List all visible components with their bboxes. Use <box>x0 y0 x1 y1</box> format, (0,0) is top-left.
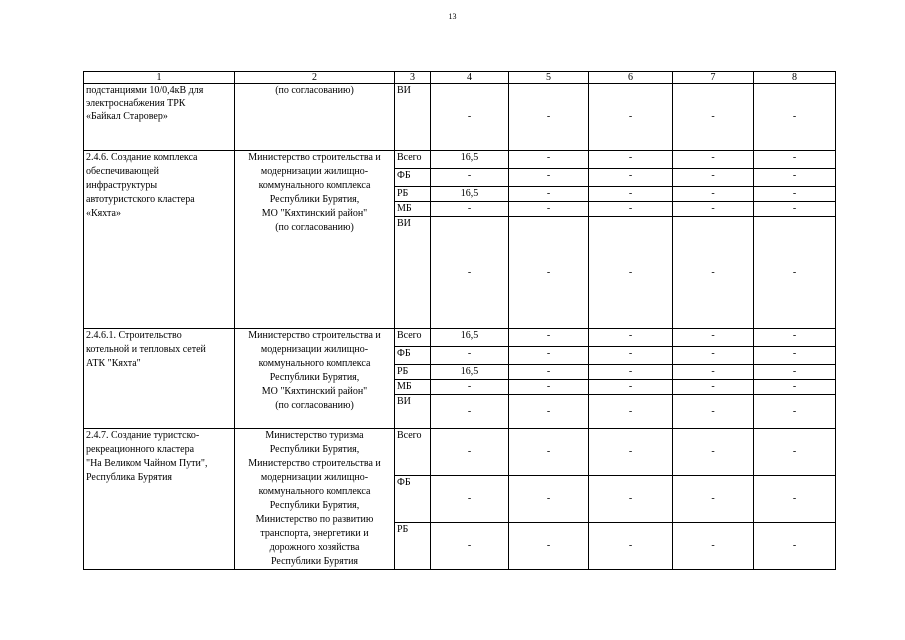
table-row <box>84 84 836 151</box>
value-cell: - <box>509 169 589 187</box>
value-cell: - <box>754 365 836 380</box>
source-cell: РБ <box>395 523 431 570</box>
value-cell: - <box>431 380 509 395</box>
source-cell: РБ <box>395 187 431 202</box>
value-cell: - <box>673 187 754 202</box>
value-cell: - <box>754 476 836 523</box>
value-cell: - <box>673 476 754 523</box>
value-cell: - <box>589 395 673 429</box>
page-number: 13 <box>448 12 457 21</box>
value-cell: - <box>431 202 509 217</box>
measure-title: подстанциями 10/0,4кВ для электроснабжения ТРК «Байкал Старовер» <box>84 84 235 151</box>
source-cell: ФБ <box>395 347 431 365</box>
source-cell: Всего <box>395 151 431 169</box>
value-cell: - <box>589 202 673 217</box>
value-cell: - <box>754 329 836 347</box>
value-cell: - <box>673 151 754 169</box>
value-cell: - <box>431 84 509 151</box>
value-cell: 16,5 <box>431 151 509 169</box>
executor-cell: Министерство туризма Республики Бурятия, Министерство строительства и модернизации жилищно- коммунального комплекса Республики Бурятия, Министерство по развитию транспорта, энергетики и дорожного хозяйства Республики Бурятия <box>235 429 395 570</box>
value-cell: - <box>673 84 754 151</box>
value-cell: - <box>673 347 754 365</box>
table-row <box>84 151 836 169</box>
value-cell: - <box>589 329 673 347</box>
value-cell: - <box>589 380 673 395</box>
header-cell: 8 <box>754 72 836 84</box>
value-cell: - <box>589 84 673 151</box>
source-cell: МБ <box>395 380 431 395</box>
header-cell: 7 <box>673 72 754 84</box>
value-cell: - <box>509 217 589 329</box>
table-row <box>84 329 836 347</box>
value-cell: - <box>589 187 673 202</box>
value-cell: - <box>754 187 836 202</box>
value-cell: - <box>754 84 836 151</box>
value-cell: - <box>754 151 836 169</box>
value-cell: - <box>509 202 589 217</box>
value-cell: - <box>754 169 836 187</box>
value-cell: - <box>673 523 754 570</box>
measure-title: 2.4.6.1. Строительство котельной и тепловых сетей АТК "Кяхта" <box>84 329 235 429</box>
source-cell: ВИ <box>395 84 431 151</box>
value-cell: 16,5 <box>431 187 509 202</box>
value-cell: - <box>509 347 589 365</box>
executor-cell: (по согласованию) <box>235 84 395 151</box>
value-cell: - <box>754 217 836 329</box>
value-cell: - <box>589 347 673 365</box>
header-cell: 6 <box>589 72 673 84</box>
value-cell: - <box>754 523 836 570</box>
value-cell: - <box>509 187 589 202</box>
source-cell: МБ <box>395 202 431 217</box>
header-cell: 5 <box>509 72 589 84</box>
header-cell: 3 <box>395 72 431 84</box>
value-cell: - <box>431 217 509 329</box>
value-cell: - <box>509 395 589 429</box>
program-table <box>83 71 836 570</box>
source-cell: Всего <box>395 429 431 476</box>
value-cell: - <box>589 217 673 329</box>
value-cell: - <box>431 395 509 429</box>
header-cell: 2 <box>235 72 395 84</box>
value-cell: - <box>431 429 509 476</box>
value-cell: - <box>673 365 754 380</box>
value-cell: - <box>431 347 509 365</box>
source-cell: РБ <box>395 365 431 380</box>
value-cell: - <box>754 395 836 429</box>
value-cell: - <box>509 380 589 395</box>
value-cell: - <box>673 429 754 476</box>
value-cell: - <box>509 476 589 523</box>
value-cell: - <box>589 151 673 169</box>
value-cell: - <box>589 523 673 570</box>
measure-title: 2.4.6. Создание комплекса обеспечивающей инфраструктуры автотуристского кластера «Кяхта» <box>84 151 235 329</box>
executor-cell: Министерство строительства и модернизации жилищно- коммунального комплекса Республики Бурятия, МО "Кяхтинский район" (по согласованию) <box>235 329 395 429</box>
header-row <box>84 72 836 84</box>
value-cell: 16,5 <box>431 329 509 347</box>
value-cell: - <box>431 169 509 187</box>
value-cell: - <box>431 476 509 523</box>
source-cell: Всего <box>395 329 431 347</box>
value-cell: - <box>673 380 754 395</box>
value-cell: - <box>509 84 589 151</box>
executor-cell: Министерство строительства и модернизации жилищно- коммунального комплекса Республики Бурятия, МО "Кяхтинский район" (по согласованию) <box>235 151 395 329</box>
value-cell: - <box>673 169 754 187</box>
value-cell: - <box>509 365 589 380</box>
value-cell: - <box>754 380 836 395</box>
value-cell: - <box>673 202 754 217</box>
value-cell: - <box>754 202 836 217</box>
value-cell: - <box>509 151 589 169</box>
source-cell: ФБ <box>395 169 431 187</box>
value-cell: - <box>754 429 836 476</box>
source-cell: ВИ <box>395 217 431 329</box>
value-cell: - <box>589 429 673 476</box>
value-cell: - <box>589 476 673 523</box>
value-cell: - <box>673 329 754 347</box>
header-cell: 1 <box>84 72 235 84</box>
value-cell: - <box>509 523 589 570</box>
table-row <box>84 429 836 476</box>
value-cell: - <box>589 365 673 380</box>
measure-title: 2.4.7. Создание туристско- рекреационного кластера "На Великом Чайном Пути", Республика Бурятия <box>84 429 235 570</box>
value-cell: - <box>509 429 589 476</box>
document-sheet <box>83 71 835 567</box>
value-cell: - <box>431 523 509 570</box>
header-cell: 4 <box>431 72 509 84</box>
value-cell: - <box>754 347 836 365</box>
source-cell: ВИ <box>395 395 431 429</box>
source-cell: ФБ <box>395 476 431 523</box>
value-cell: 16,5 <box>431 365 509 380</box>
value-cell: - <box>673 217 754 329</box>
value-cell: - <box>673 395 754 429</box>
value-cell: - <box>589 169 673 187</box>
value-cell: - <box>509 329 589 347</box>
